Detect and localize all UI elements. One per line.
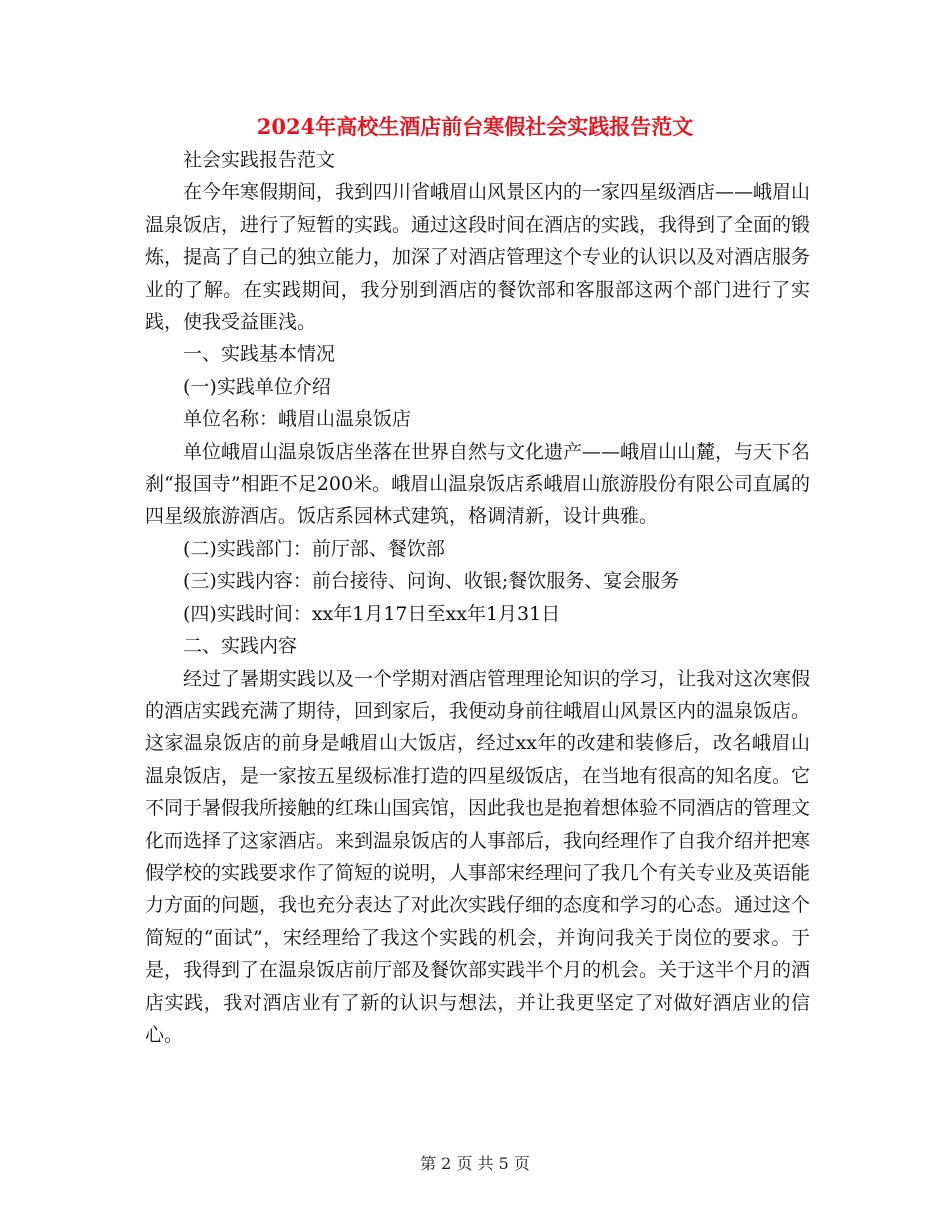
unit-name-line: 单位名称：峨眉山温泉饭店 — [183, 408, 412, 431]
paragraph-intro: 在今年寒假期间，我到四川省峨眉山风景区内的一家四星级酒店——峨眉山温泉饭店，进行了短暂的实践。通过这段时间在酒店的实践，我得到了全面的锻炼，提高了自己的独立能力，加深了对酒店管理这个专业的认识以及对酒店服务业的了解。在实践期间，我分别到酒店的餐饮部和客服部这两个部门进行了实践，使我受益匪浅。 — [145, 181, 811, 334]
paragraph-practice-content: 经过了暑期实践以及一个学期对酒店管理理论知识的学习，让我对这次寒假的酒店实践充满了期待，回到家后，我便动身前往峨眉山风景区内的温泉饭店。这家温泉饭店的前身是峨眉山大饭店，经过xx年的改建和装修后，改名峨眉山温泉饭店，是一家按五星级标准打造的四星级饭店，在当地有很高的知名度。它不同于暑假我所接触的红珠山国宾馆，因此我也是抱着想体验不同酒店的管理文化而选择了这家酒店。来到温泉饭店的人事部后，我向经理作了自我介绍并把寒假学校的实践要求作了简短的说明，人事部宋经理问了我几个有关专业及英语能力方面的问题，我也充分表达了对此次实践仔细的态度和学习的心态。通过这个简短的“面试”，宋经理给了我这个实践的机会，并询问我关于岗位的要求。于是，我得到了在温泉饭店前厅部及餐饮部实践半个月的机会。关于这半个月的酒店实践，我对酒店业有了新的认识与想法，并让我更坚定了对做好酒店业的信心。 — [145, 667, 811, 1046]
paragraph-unit-description: 单位峨眉山温泉饭店坐落在世界自然与文化遗产——峨眉山山麓，与天下名刹“报国寺”相距不足200米。峨眉山温泉饭店系峨眉山旅游股份有限公司直属的四星级旅游酒店。饭店系园林式建筑，格调清新，设计典雅。 — [145, 440, 811, 528]
section-heading-2: 二、实践内容 — [183, 635, 298, 658]
paragraph-subtitle: 社会实践报告范文 — [183, 149, 336, 171]
document-body — [145, 144, 810, 1051]
practice-department-line: (二)实践部门：前厅部、餐饮部 — [183, 537, 445, 560]
practice-time-line: (四)实践时间：xx年1月17日至xx年1月31日 — [183, 602, 561, 625]
page-number-footer: 第 2 页 共 5 页 — [420, 1154, 530, 1173]
practice-content-line: (三)实践内容：前台接待、问询、收银;餐饮服务、宴会服务 — [183, 570, 680, 593]
subsection-heading-1: (一)实践单位介绍 — [183, 375, 331, 398]
section-heading-1: 一、实践基本情况 — [183, 343, 336, 366]
document-title: 2024年高校生酒店前台寒假社会实践报告范文 — [256, 114, 694, 139]
